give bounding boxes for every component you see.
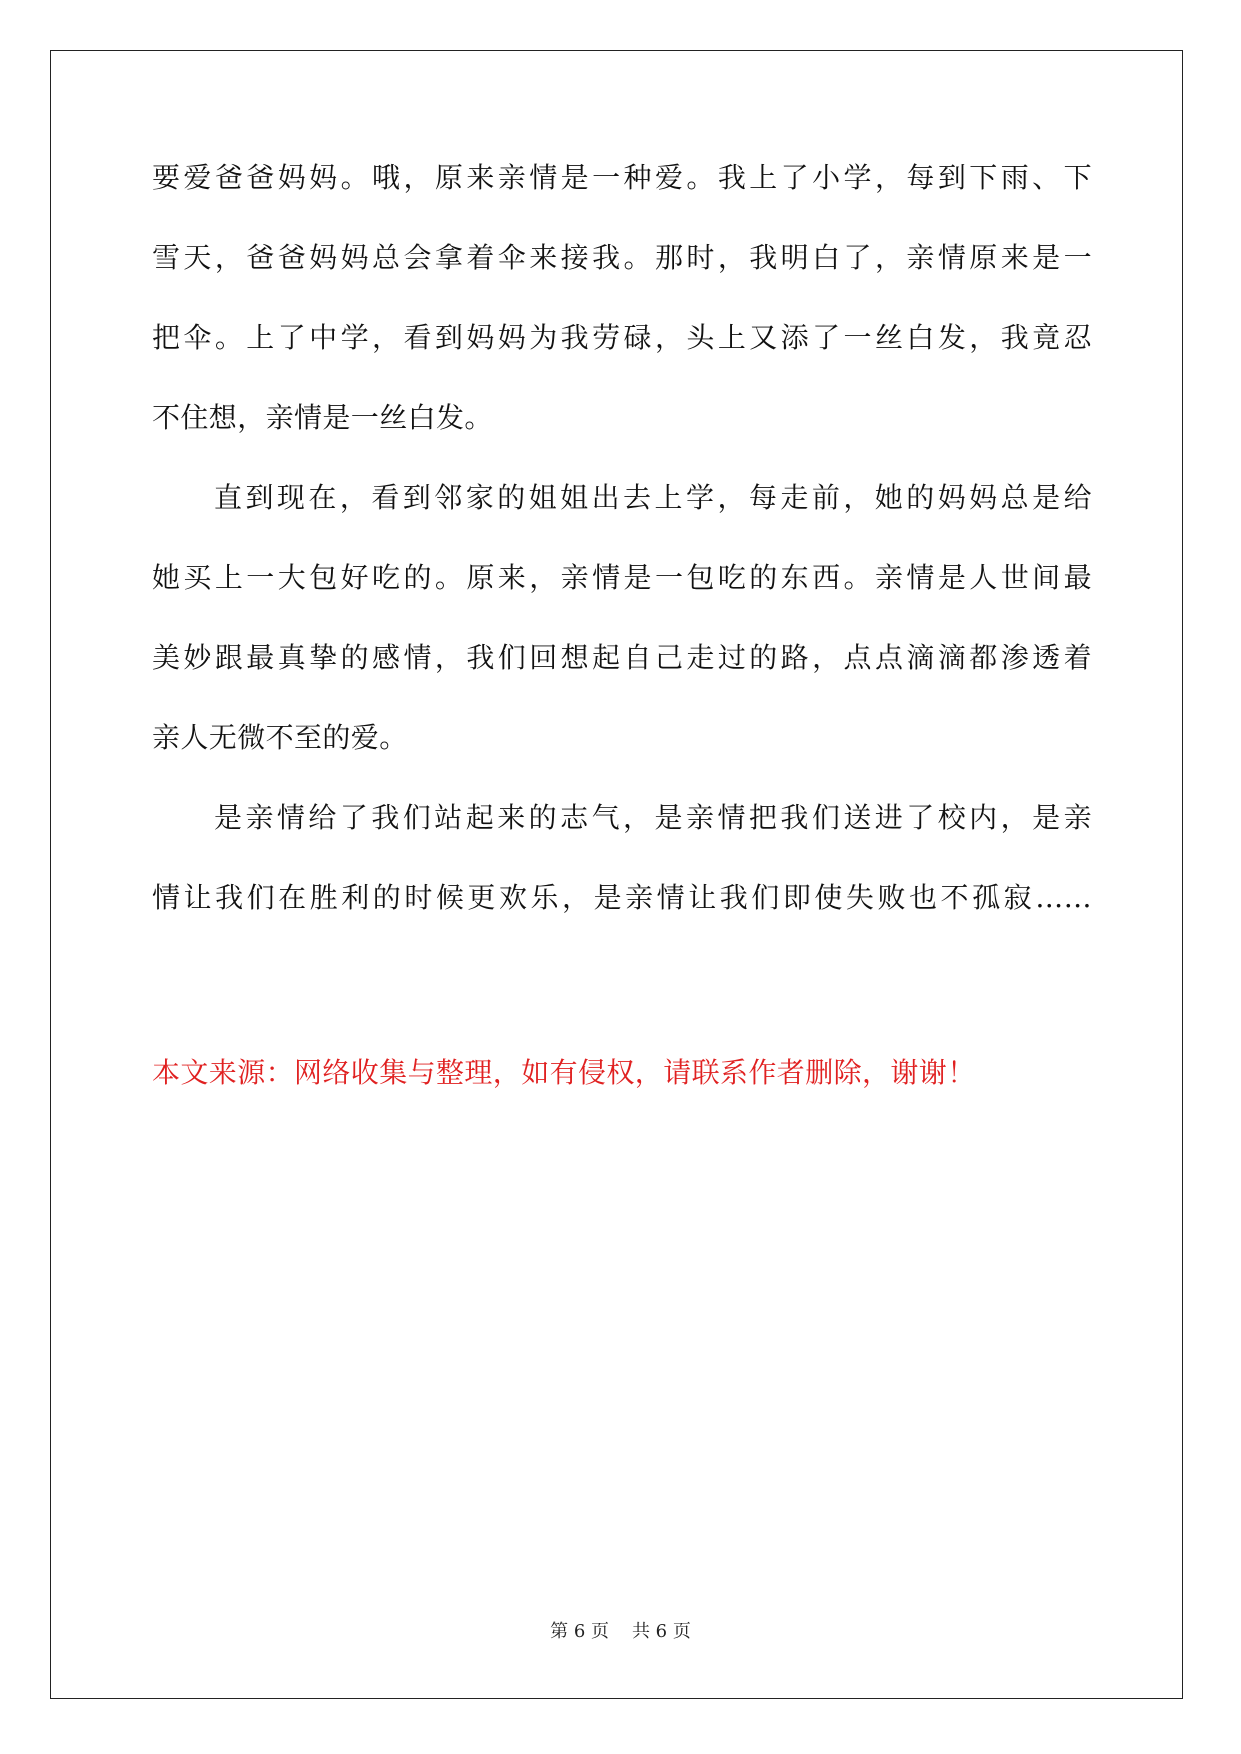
text-line: 亲人无微不至的爱。: [152, 721, 408, 754]
text-line: 不住想，亲情是一丝白发。: [152, 401, 493, 434]
page-footer: [0, 1621, 1241, 1643]
paragraph-3: [152, 800, 1092, 960]
text-line: 情让我们在胜利的时候更欢乐，是亲情让我们即使失败也不孤寂……: [152, 881, 1092, 914]
text-line: 把伞。上了中学，看到妈妈为我劳碌，头上又添了一丝白发，我竟忍: [152, 321, 1092, 354]
page-number: 第 6 页: [550, 1621, 610, 1642]
page-total: 共 6 页: [631, 1621, 691, 1642]
paragraph-2: [152, 480, 1092, 800]
text-line: 她买上一大包好吃的。原来，亲情是一包吃的东西。亲情是人世间最: [152, 561, 1092, 594]
text-line: 直到现在，看到邻家的姐姐出去上学，每走前，她的妈妈总是给: [214, 481, 1092, 514]
text-line: 美妙跟最真挚的感情，我们回想起自己走过的路，点点滴滴都渗透着: [152, 641, 1092, 674]
source-note: 本文来源：网络收集与整理，如有侵权，请联系作者删除，谢谢！: [152, 1056, 976, 1089]
text-line: 要爱爸爸妈妈。哦，原来亲情是一种爱。我上了小学，每到下雨、下: [152, 161, 1092, 194]
text-line: 是亲情给了我们站起来的志气，是亲情把我们送进了校内，是亲: [214, 801, 1092, 834]
paragraph-1: [152, 160, 1092, 480]
text-line: 雪天，爸爸妈妈总会拿着伞来接我。那时，我明白了，亲情原来是一: [152, 241, 1092, 274]
document-body: [152, 160, 1092, 960]
